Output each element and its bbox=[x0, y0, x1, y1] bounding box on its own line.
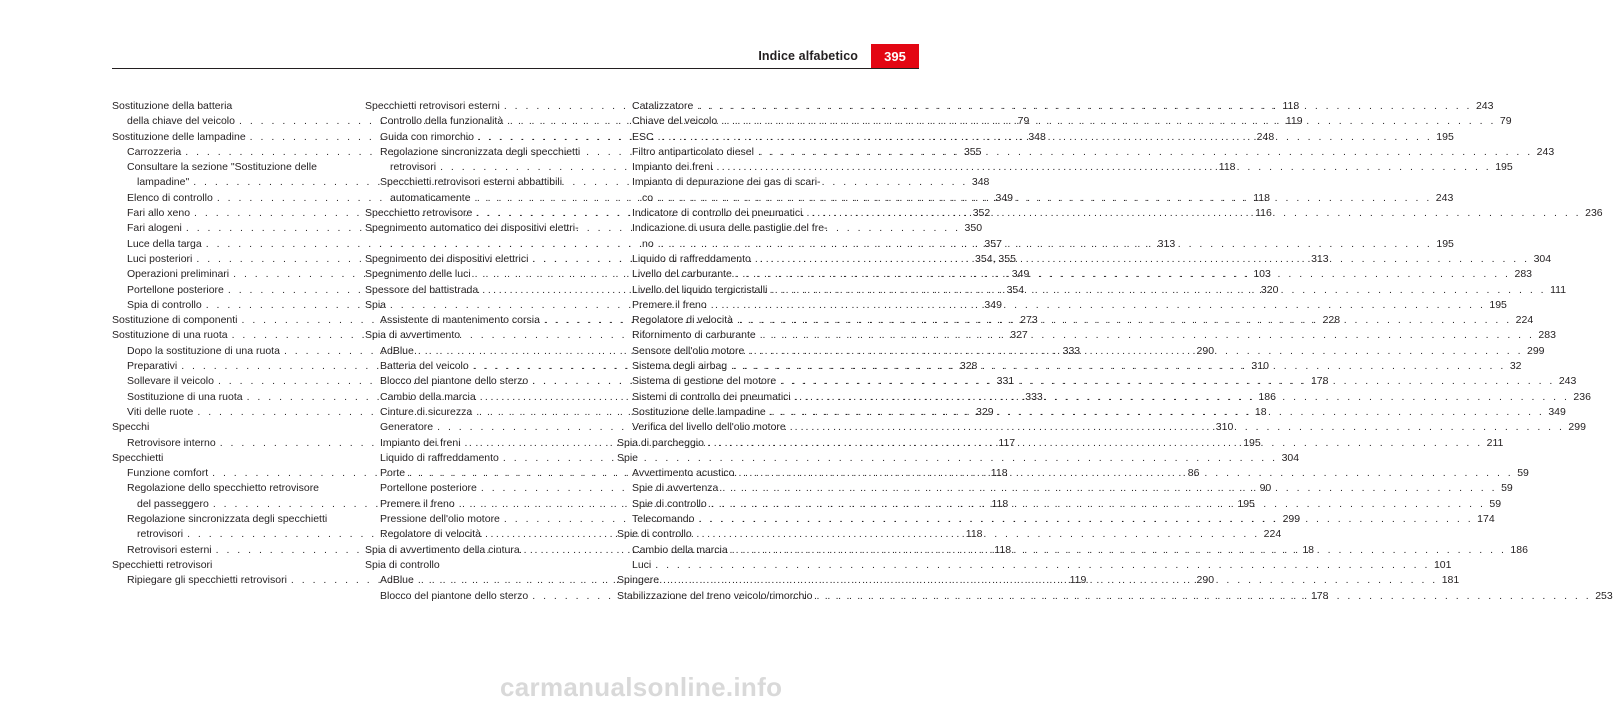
index-entry-label: Sistema degli airbag bbox=[632, 360, 728, 373]
dot-leader bbox=[731, 359, 1506, 374]
page-reference: 328 bbox=[959, 360, 978, 373]
page-reference: 313 bbox=[1311, 252, 1329, 265]
index-entry-label: Elenco di controllo bbox=[127, 191, 213, 204]
dot-leader bbox=[748, 344, 1523, 359]
index-entry-label: Assistente di mantenimento corsia bbox=[380, 314, 540, 327]
page-reference: 186 bbox=[1258, 390, 1276, 403]
page-reference: 90 bbox=[1259, 482, 1272, 495]
index-entry-label: Filtro antiparticolato diesel bbox=[632, 145, 754, 158]
index-entry-label: Spia di parcheggio bbox=[617, 436, 704, 449]
index-entry-label: Catalizzatore bbox=[632, 100, 694, 112]
index-entry-label: Luci posteriori bbox=[127, 252, 193, 265]
page-reference: 236 bbox=[1585, 207, 1603, 220]
page-reference: 349 bbox=[1548, 405, 1566, 418]
index-entry-text: Impianto di depurazione dei gas di scari- bbox=[632, 176, 821, 189]
page-reference: 195 bbox=[1436, 237, 1454, 250]
page-reference: 243 bbox=[1435, 191, 1454, 204]
dot-leader bbox=[770, 405, 1545, 420]
index-entry-label: lampadine" bbox=[137, 176, 190, 189]
page-reference: 195 bbox=[1436, 130, 1454, 143]
index-entry-label: Spie di controllo bbox=[632, 497, 707, 510]
index-entry-label: Portellone posteriore bbox=[380, 482, 477, 495]
index-entry-label: Impianto dei freni bbox=[380, 436, 461, 449]
index-entry-label: Livello del liquido tergicristalli bbox=[632, 283, 768, 296]
page-reference: 283 bbox=[1514, 268, 1533, 281]
index-entry-label: Luce della targa bbox=[127, 237, 202, 250]
index-entry-label: Viti delle ruote bbox=[127, 405, 194, 418]
index-entry bbox=[617, 451, 849, 466]
index-entry-label: Cambio della marcia bbox=[632, 543, 728, 556]
index-entry-label: Spia di avvertimento della cintura bbox=[365, 543, 520, 556]
page-reference: 243 bbox=[1475, 100, 1494, 112]
index-entry-label: Premere il freno bbox=[632, 298, 707, 311]
page-reference: 310 bbox=[1215, 421, 1234, 434]
page-reference: 195 bbox=[1495, 161, 1513, 174]
page-header-title: Indice alfabetico bbox=[758, 49, 858, 63]
index-entry bbox=[112, 99, 344, 114]
page-reference: 79 bbox=[1499, 115, 1512, 128]
dot-leader bbox=[698, 512, 1473, 527]
page-reference: 350 bbox=[964, 222, 983, 235]
page-reference: 224 bbox=[1263, 528, 1282, 541]
index-entry-label: Retrovisore interno bbox=[127, 436, 216, 449]
index-entry-label: Avvertimento acustico bbox=[632, 467, 735, 480]
page-reference: 178 bbox=[1310, 375, 1329, 388]
dot-leader bbox=[780, 374, 1555, 389]
page-reference: 118 bbox=[1218, 161, 1236, 174]
index-entry-label: Liquido di raffreddamento bbox=[632, 252, 751, 265]
index-entry-label: Verifica del livello dell'olio motore bbox=[632, 421, 786, 434]
index-entry-label: Ripiegare gli specchietti retrovisori bbox=[127, 574, 287, 587]
page-reference: 195 bbox=[1489, 298, 1507, 311]
page-reference: 181 bbox=[1441, 574, 1460, 587]
page-reference: 103 bbox=[1253, 268, 1271, 281]
index-entry-text: Regolazione sincronizzata degli specchietti bbox=[380, 145, 581, 158]
index-entry-label: Specchietti retrovisori esterni bbox=[365, 100, 500, 112]
dot-leader bbox=[711, 497, 1486, 512]
index-entry-label: Spia di controllo bbox=[127, 298, 202, 311]
index-entry-text: Specchietti retrovisori esterni abbattibili bbox=[380, 176, 563, 189]
index-entry-label: Spegnimento delle luci bbox=[365, 268, 471, 281]
index-entry-text: Spia di controllo bbox=[365, 558, 440, 571]
index-entry-label: Blocco del piantone dello sterzo bbox=[380, 375, 529, 388]
dot-leader bbox=[736, 267, 1511, 282]
index-entry-label: Dopo la sostituzione di una ruota bbox=[127, 344, 280, 357]
index-entry-label: Sostituzione delle lampadine bbox=[632, 405, 766, 418]
index-entry bbox=[617, 527, 849, 542]
index-entry-label: Rifornimento di carburante bbox=[632, 329, 756, 342]
dot-leader bbox=[732, 543, 1507, 558]
index-entry-label: Telecomando bbox=[632, 513, 695, 526]
index-entry-label: Specchietto retrovisore bbox=[365, 207, 473, 220]
page-reference: 211 bbox=[1486, 436, 1504, 449]
index-entry-label: no bbox=[642, 237, 654, 250]
index-entry bbox=[365, 298, 597, 313]
index-entry bbox=[112, 451, 344, 466]
page-reference: 273 bbox=[1020, 314, 1038, 327]
page-reference: 59 bbox=[1489, 497, 1502, 510]
index-entry-label: Sistemi di controllo dei pneumatici bbox=[632, 390, 791, 403]
index-entry-label: Carrozzeria bbox=[127, 145, 182, 158]
index-entry-label: Livello del carburante bbox=[632, 268, 732, 281]
index-entry-label: Spie di avvertenza bbox=[632, 482, 719, 495]
dot-leader bbox=[717, 160, 1492, 175]
page-reference: 119 bbox=[1069, 574, 1087, 587]
header-divider bbox=[112, 68, 919, 69]
page-reference: 118 bbox=[965, 528, 983, 541]
page-reference: 354 bbox=[1006, 283, 1025, 296]
index-entry-label: retrovisori bbox=[390, 161, 437, 174]
index-entry bbox=[112, 420, 344, 435]
page-reference: 313 bbox=[1157, 237, 1176, 250]
page-reference: 349 bbox=[984, 298, 1002, 311]
page-reference: 352 bbox=[972, 207, 991, 220]
index-entry bbox=[365, 328, 597, 343]
dot-leader bbox=[697, 99, 1472, 114]
page-reference: 290 bbox=[1196, 344, 1215, 357]
page-reference: 79 bbox=[1017, 115, 1030, 128]
page-reference: 18 bbox=[1302, 543, 1315, 556]
index-entry-label: Sollevare il veicolo bbox=[127, 375, 214, 388]
index-entry-text: Sostituzione della batteria bbox=[112, 100, 233, 112]
page-reference: 59 bbox=[1517, 467, 1529, 480]
index-entry-text: Regolazione sincronizzata degli specchietti bbox=[127, 513, 328, 526]
page-reference: 117 bbox=[998, 436, 1016, 449]
index-entry-label: Premere il freno bbox=[380, 497, 455, 510]
index-entry-label: della chiave del veicolo bbox=[127, 115, 235, 128]
page-reference: 253 bbox=[1595, 589, 1613, 602]
index-entry-text: Regolazione dello specchietto retrovisore bbox=[127, 482, 320, 495]
index-entry-text: Specchietti retrovisori bbox=[112, 558, 213, 571]
index-entry bbox=[365, 558, 597, 573]
index-entry-text: Specchi bbox=[112, 421, 150, 434]
dot-leader bbox=[663, 573, 1438, 588]
page-reference: 243 bbox=[1558, 375, 1577, 388]
page-reference: 355 bbox=[963, 145, 982, 158]
page-reference: 86 bbox=[1187, 467, 1200, 480]
dot-leader bbox=[658, 237, 1433, 252]
index-entry-label: Preparativi bbox=[127, 360, 178, 373]
index-entry-label: Retrovisori esterni bbox=[127, 543, 212, 556]
page-reference: 248 bbox=[1256, 130, 1275, 143]
index-entry-label: Sostituzione di una ruota bbox=[112, 329, 228, 342]
index-entry-label: co bbox=[642, 191, 654, 204]
index-entry-label: del passeggero bbox=[137, 497, 209, 510]
page-reference: 118 bbox=[1253, 191, 1270, 204]
index-entry-label: Cambio della marcia bbox=[380, 390, 476, 403]
index-entry bbox=[112, 558, 344, 573]
index-entry-label: Pressione dell'olio motore bbox=[380, 513, 500, 526]
index-entry-text: Spia di avvertimento bbox=[365, 329, 461, 342]
index-entry-label: retrovisori bbox=[137, 528, 184, 541]
index-entry-label: Batteria del veicolo bbox=[380, 360, 469, 373]
page-reference: 174 bbox=[1477, 513, 1495, 526]
dot-leader bbox=[795, 390, 1570, 405]
index-entry-label: Regolatore di velocità bbox=[380, 528, 481, 541]
page-reference: 111 bbox=[1550, 283, 1567, 296]
page-reference: 327 bbox=[1010, 329, 1028, 342]
index-entry bbox=[617, 558, 1452, 573]
index-entry-label: Generatore bbox=[380, 421, 434, 434]
index-entry-text: Spia bbox=[365, 298, 387, 311]
index-entry-label: Sostituzione di componenti bbox=[112, 314, 238, 327]
dot-leader bbox=[708, 436, 1483, 451]
index-entry-label: Spegnimento dei dispositivi elettrici bbox=[365, 252, 529, 265]
index-entry-text: Consultare la sezione "Sostituzione delle bbox=[127, 161, 317, 174]
dot-leader bbox=[655, 558, 1430, 573]
index-entry-label: Chiave del veicolo bbox=[632, 115, 718, 128]
dot-leader bbox=[771, 283, 1546, 298]
page-reference: 178 bbox=[1310, 589, 1329, 602]
index-entry-label: Sostituzione di una ruota bbox=[127, 390, 243, 403]
index-entry-label: Guida con rimorchio bbox=[380, 130, 474, 143]
dot-leader bbox=[817, 589, 1592, 604]
page-reference: 349 bbox=[995, 191, 1014, 204]
page-reference: 348 bbox=[1028, 130, 1046, 143]
page-reference: 349 bbox=[1011, 268, 1030, 281]
index-entry-label: Sistema di gestione del motore bbox=[632, 375, 777, 388]
index-entry-label: Spessore del battistrada bbox=[365, 283, 479, 296]
index-entry-row bbox=[632, 558, 1452, 573]
index-entry-label: Sostituzione delle lampadine bbox=[112, 130, 246, 143]
page-reference: 299 bbox=[1568, 421, 1586, 434]
dot-leader bbox=[790, 420, 1565, 435]
page-reference: 333 bbox=[1025, 390, 1043, 403]
page-reference: 118 bbox=[990, 467, 1008, 480]
dot-leader bbox=[806, 206, 1581, 221]
index-entry-label: ESC bbox=[632, 130, 654, 143]
page-reference: 118 bbox=[1282, 100, 1300, 112]
page-reference: 299 bbox=[1282, 513, 1301, 526]
page-reference: 283 bbox=[1538, 329, 1556, 342]
dot-leader bbox=[758, 145, 1533, 160]
dot-leader bbox=[739, 466, 1514, 481]
index-entry-label: Cinture di sicurezza bbox=[380, 405, 473, 418]
index-entry-label: Operazioni preliminari bbox=[127, 268, 230, 281]
dot-leader bbox=[755, 252, 1530, 267]
index-entry-label: Sensore dell'olio motore bbox=[632, 344, 745, 357]
page-reference: 333 bbox=[1062, 344, 1081, 357]
page-reference: 118 bbox=[991, 497, 1009, 510]
page-reference: 329 bbox=[976, 405, 994, 418]
index-entry-label: Liquido di raffreddamento bbox=[380, 451, 499, 464]
index-entry-label: Funzione comfort bbox=[127, 467, 209, 480]
index-entry-label: Stabilizzazione del treno veicolo/rimorchio bbox=[617, 589, 813, 602]
page-reference: 116 bbox=[1255, 207, 1272, 220]
index-entry-label: Porte bbox=[380, 467, 406, 480]
dot-leader bbox=[485, 527, 1260, 542]
page-reference: 18 bbox=[1254, 405, 1267, 418]
index-entry-label: Spingere bbox=[617, 574, 660, 587]
page-reference: 348 bbox=[971, 176, 990, 189]
page-reference: 101 bbox=[1433, 558, 1452, 571]
index-entry-label: Impianto dei freni bbox=[632, 161, 713, 174]
page-reference: 59 bbox=[1501, 482, 1513, 495]
page-reference: 195 bbox=[1237, 497, 1255, 510]
index-entry-label: Controllo della funzionalità bbox=[380, 115, 504, 128]
index-entry-label: Fari alogeni bbox=[127, 222, 182, 235]
dot-leader bbox=[711, 298, 1486, 313]
page-reference: 331 bbox=[996, 375, 1015, 388]
index-entry-text: Spie di controllo bbox=[617, 528, 692, 541]
index-entry-label: AdBlue bbox=[380, 574, 414, 587]
index-entry-text: Spie bbox=[617, 451, 639, 464]
page-reference: 118 bbox=[994, 543, 1012, 556]
index-entry-text: Indicazione di usura delle pastiglie del fre- bbox=[632, 222, 828, 235]
index-entry-label: Indicatore di controllo dei pneumatici bbox=[632, 207, 803, 220]
index-entry-label: AdBlue bbox=[380, 344, 414, 357]
page-reference: 32 bbox=[1509, 360, 1522, 373]
page-reference: 119 bbox=[1285, 115, 1303, 128]
page-reference: 354, 355 bbox=[975, 252, 1016, 265]
page-number-badge: 395 bbox=[871, 44, 919, 68]
index-entry-label: automaticamente bbox=[390, 191, 471, 204]
index-entry-label: Regolatore di velocità bbox=[632, 314, 733, 327]
index-entry-label: Luci bbox=[632, 558, 652, 571]
page-reference: 290 bbox=[1196, 574, 1215, 587]
page-reference: 299 bbox=[1527, 344, 1545, 357]
dot-leader bbox=[737, 313, 1512, 328]
dot-leader bbox=[657, 191, 1432, 206]
index-entry-label: Fari allo xeno bbox=[127, 207, 191, 220]
dot-leader bbox=[722, 481, 1497, 496]
page-reference: 186 bbox=[1510, 543, 1528, 556]
index-entry-label: Blocco del piantone dello sterzo bbox=[380, 589, 529, 602]
dot-leader bbox=[658, 130, 1433, 145]
page-reference: 224 bbox=[1515, 314, 1534, 327]
page-reference: 304 bbox=[1281, 451, 1300, 464]
dot-leader bbox=[721, 114, 1496, 129]
index-entry-label: Portellone posteriore bbox=[127, 283, 224, 296]
watermark: carmanualsonline.info bbox=[500, 672, 783, 702]
page-reference: 236 bbox=[1573, 390, 1591, 403]
page-reference: 228 bbox=[1322, 314, 1341, 327]
page-reference: 357 bbox=[984, 237, 1002, 250]
page-reference: 304 bbox=[1533, 252, 1552, 265]
page-reference: 320 bbox=[1260, 283, 1279, 296]
index-entry-text: Specchietti bbox=[112, 451, 164, 464]
index-entry-text: Spegnimento automatico dei dispositivi elettri- bbox=[365, 222, 579, 235]
dot-leader bbox=[760, 328, 1535, 343]
page-reference: 310 bbox=[1251, 360, 1269, 373]
page-reference: 243 bbox=[1536, 145, 1555, 158]
page-reference: 195 bbox=[1243, 436, 1261, 449]
